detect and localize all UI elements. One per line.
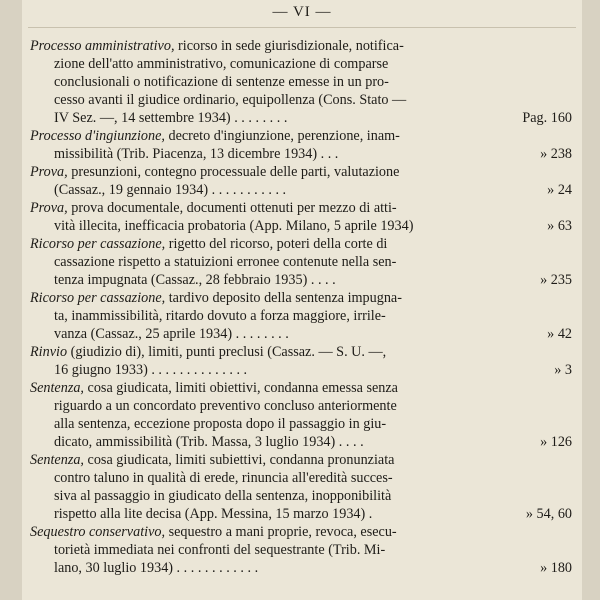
entry-page-ref: » 126: [540, 434, 572, 450]
page-header: — VI —: [272, 4, 332, 20]
entry-keyword: Ricorso per cassazione,: [30, 290, 166, 306]
entry-line: [30, 289, 500, 307]
entry-line: [30, 199, 500, 217]
entry-text: [30, 523, 500, 577]
entry-line: alla sentenza, eccezione proposta dopo il passaggio in giu-: [54, 416, 387, 432]
entry-line: zione dell'atto amministrativo, comunicazione di comparse: [54, 56, 389, 72]
entry-line-text: (giudizio di), limiti, punti preclusi (Cassaz. — S. U. —,: [67, 344, 387, 360]
index-entry: [30, 199, 574, 235]
entry-line: siva al passaggio in giudicato della sentenza, inopponibilità: [54, 488, 392, 504]
entry-page-ref: » 54, 60: [525, 506, 572, 522]
entry-line: torietà immediata nei confronti del sequestrante (Trib. Mi-: [54, 542, 386, 558]
entry-line: cesso avanti il giudice ordinario, equipollenza (Cons. Stato —: [54, 92, 407, 108]
index-entry: [30, 379, 574, 451]
entry-line: lano, 30 luglio 1934) . . . . . . . . . . . .: [54, 560, 259, 576]
entry-line-text: rigetto del ricorso, poteri della corte di: [165, 236, 388, 252]
entry-line: dicato, ammissibilità (Trib. Massa, 3 luglio 1934) . . . .: [54, 434, 364, 450]
entry-line: [30, 37, 500, 55]
entry-page-ref: » 42: [547, 326, 572, 342]
entry-page-ref: » 24: [547, 182, 572, 198]
entry-keyword: Rinvio: [30, 344, 68, 360]
entry-text: [30, 343, 500, 379]
entry-line: IV Sez. —, 14 settembre 1934) . . . . . . . .: [54, 110, 288, 126]
entry-line-text: ricorso in sede giurisdizionale, notifica-: [174, 38, 404, 54]
entry-page-ref: » 63: [547, 218, 572, 234]
entry-keyword: Prova,: [30, 200, 68, 216]
document-page: [22, 0, 582, 600]
index-entry: [30, 289, 574, 343]
entry-text: [30, 235, 500, 289]
entry-line: 16 giugno 1933) . . . . . . . . . . . . . .: [54, 362, 248, 378]
entry-keyword: Prova,: [30, 164, 68, 180]
entry-line-text: prova documentale, documenti ottenuti per mezzo di atti-: [67, 200, 397, 216]
entry-line-text: cosa giudicata, limiti subiettivi, condanna pronunziata: [83, 452, 395, 468]
entry-line-text: cosa giudicata, limiti obiettivi, condanna emessa senza: [83, 380, 398, 396]
entry-line-text: tardivo deposito della sentenza impugna-: [165, 290, 402, 306]
entry-keyword: Sequestro conservativo,: [30, 524, 166, 540]
entry-text: [30, 451, 500, 523]
entry-text: [30, 127, 500, 163]
index-entry: [30, 37, 574, 127]
entry-line: tenza impugnata (Cassaz., 28 febbraio 1935) . . . .: [54, 272, 336, 288]
entry-line: [30, 163, 500, 181]
entry-keyword: Sentenza,: [30, 452, 84, 468]
entry-line: conclusionali o notificazione di sentenze emesse in un pro-: [54, 74, 389, 90]
entry-line: rispetto alla lite decisa (App. Messina, 15 marzo 1934) .: [54, 506, 373, 522]
entry-line: [30, 343, 500, 361]
entry-keyword: Ricorso per cassazione,: [30, 236, 166, 252]
entry-line-text: decreto d'ingiunzione, perenzione, inam-: [164, 128, 400, 144]
entry-line: contro taluno in qualità di erede, rinuncia all'eredità succes-: [54, 470, 393, 486]
entry-line: [30, 523, 500, 541]
entry-keyword: Processo amministrativo,: [30, 38, 175, 54]
entry-page-ref: » 235: [540, 272, 572, 288]
entry-line: [30, 235, 500, 253]
index-entry: [30, 343, 574, 379]
entry-line-text: sequestro a mani proprie, revoca, esecu-: [165, 524, 397, 540]
entry-line-text: presunzioni, contegno processuale delle parti, valutazione: [67, 164, 400, 180]
entry-keyword: Processo d'ingiunzione,: [30, 128, 165, 144]
entry-page-ref: » 3: [554, 362, 572, 378]
entry-text: [30, 289, 500, 343]
entry-text: [30, 163, 500, 199]
entry-line: riguardo a un concordato preventivo concluso anteriormente: [54, 398, 397, 414]
header-divider: [28, 27, 576, 28]
index-entry: [30, 235, 574, 289]
index-entry: [30, 523, 574, 577]
entry-line: [30, 379, 500, 397]
entry-line: vità illecita, inefficacia probatoria (App. Milano, 5 aprile 1934): [54, 218, 414, 234]
entry-line: [30, 451, 500, 469]
entry-page-ref: Pag. 160: [522, 110, 572, 126]
entry-line: missibilità (Trib. Piacenza, 13 dicembre 1934) . . .: [54, 146, 339, 162]
entry-line: cassazione rispetto a statuizioni erronee contenute nella sen-: [54, 254, 397, 270]
entry-line: vanza (Cassaz., 25 aprile 1934) . . . . . . . .: [54, 326, 289, 342]
entry-line: ta, inammissibilità, ritardo dovuto a forza maggiore, irrile-: [54, 308, 386, 324]
entry-line: (Cassaz., 19 gennaio 1934) . . . . . . . . . . .: [54, 182, 287, 198]
entry-page-ref: » 180: [540, 560, 572, 576]
index-entry: [30, 127, 574, 163]
index-entries: [30, 37, 574, 577]
entry-text: [30, 199, 500, 235]
entry-text: [30, 379, 500, 451]
entry-line: [30, 127, 500, 145]
entry-keyword: Sentenza,: [30, 380, 84, 396]
entry-text: [30, 37, 500, 127]
index-entry: [30, 163, 574, 199]
entry-page-ref: » 238: [540, 146, 572, 162]
index-entry: [30, 451, 574, 523]
